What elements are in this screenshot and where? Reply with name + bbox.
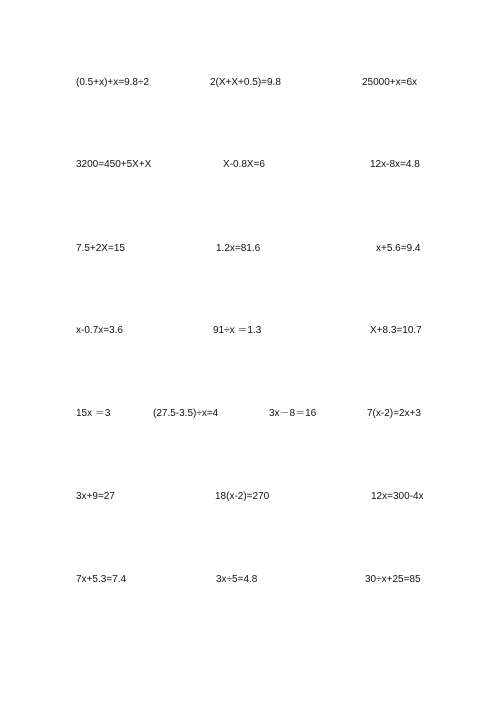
equation: 3x+9=27	[76, 491, 115, 502]
equation: X-0.8X=6	[223, 159, 265, 170]
equation: 3200=450+5X+X	[76, 159, 152, 170]
equation: x+5.6=9.4	[376, 243, 421, 254]
equation: 15x ＝3	[76, 408, 111, 419]
equation: 2(X+X+0.5)=9.8	[210, 77, 281, 88]
equation: 7.5+2X=15	[76, 243, 125, 254]
equation: X+8.3=10.7	[370, 325, 422, 336]
equation: 91÷x ＝1.3	[213, 325, 262, 336]
equation: 7x+5.3=7.4	[76, 574, 127, 585]
equation: x-0.7x=3.6	[76, 325, 123, 336]
equation: 3x－8＝16	[269, 408, 317, 419]
equation: 12x-8x=4.8	[370, 159, 420, 170]
equation: 18(x-2)=270	[215, 491, 270, 502]
equation: (27.5-3.5)÷x=4	[153, 408, 219, 419]
equation: 3x÷5=4.8	[216, 574, 258, 585]
equation: 25000+x=6x	[362, 77, 418, 88]
equation: 30÷x+25=85	[365, 574, 421, 585]
equation: 1.2x=81.6	[216, 243, 261, 254]
equation: 12x=300-4x	[371, 491, 424, 502]
equation: 7(x-2)=2x+3	[367, 408, 421, 419]
equation: (0.5+x)+x=9.8÷2	[76, 77, 150, 88]
